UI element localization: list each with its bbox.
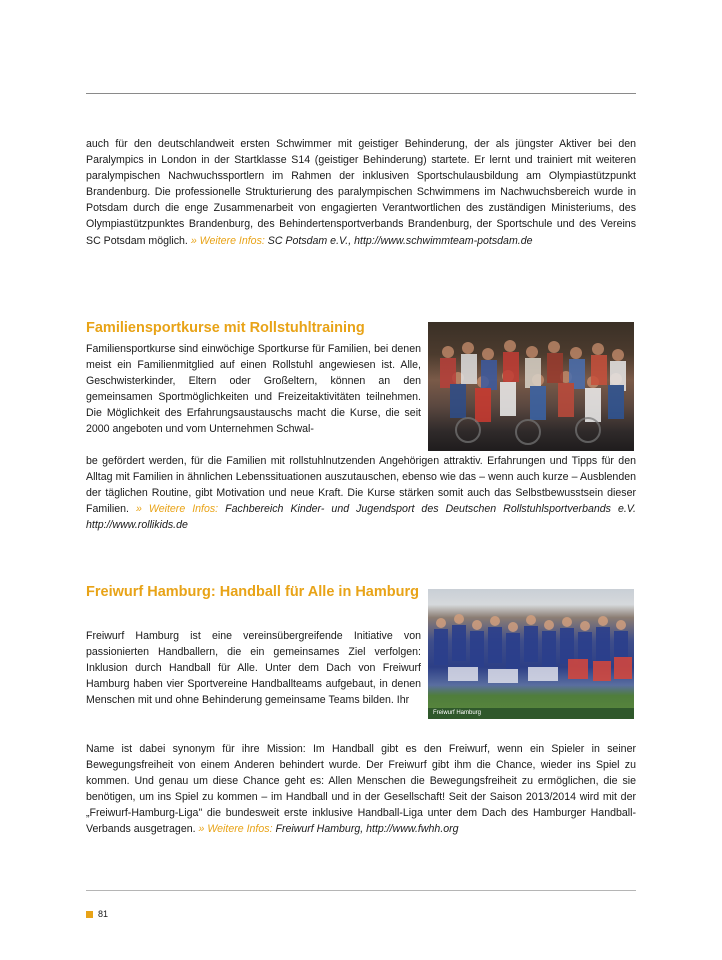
section-heading-familiensport: Familiensportkurse mit Rollstuhltraining bbox=[86, 320, 365, 336]
photo-caption: Freiwurf Hamburg bbox=[433, 710, 482, 716]
freiwurf-source: Freiwurf Hamburg, http://www.fwhh.org bbox=[275, 823, 459, 836]
familiensport-text-a: Familiensportkurse sind einwöchige Sportkurse für Familien, bei denen meist ein Familienmitglied auf einen Rollstuhl angewiesen ist. Alle, Geschwisterkinder, Eltern oder Großeltern, können an den gemeinsamen Sportmöglichkeiten und Freizeitaktivitäten teilnehmen. Die Möglichkeit des Erfahrungsaustauschs macht die Kurse, die seit 2000 angeboten und vom Unternehmen Schwal- bbox=[86, 343, 421, 436]
intro-text: auch für den deutschlandweit ersten Schwimmer mit geistiger Behinderung, der als jüngster Aktiver bei den Paralympics in London in der Startklasse S14 (geistiger Behinderung) startete. Er lernt und trainiert mit weiteren paralympischen Nachwuchssportlern im Rahmen der inklusiven Sportschulausbildung am Olympiastützpunkt Brandenburg. Die professionelle Strukturierung des paralympischen Schwimmens im Nachwuchsbereich wurde in Potsdam durch die enge Zusammenarbeit von engagierten Verantwortlichen des zuständigen Ministeriums, des Olympiastützpunktes Brandenburg, des Behindertensportverbands Brandenburg, der Sportschule und des Vereins SC Potsdam möglich. bbox=[86, 138, 636, 247]
familiensport-text-b-body: be gefördert werden, für die Familien mit rollstuhlnutzenden Angehörigen attraktiv. Erfahrungen und Tipps für den Alltag mit Familien in ähnlichen Lebenssituationen auszutauschen, ebenso wie das – wenn auch kurze – Ausblenden der täglichen Routine, gibt Motivation und neue Kraft. Die Kurse stärken somit auch das Selbstbewusstsein dieser Familien. bbox=[86, 455, 636, 516]
group-silhouettes bbox=[428, 322, 634, 451]
familiensport-url[interactable]: http://www.rollikids.de bbox=[86, 519, 188, 532]
intro-source: SC Potsdam e.V., http://www.schwimmteam-potsdam.de bbox=[267, 234, 533, 247]
freiwurf-text-a: Freiwurf Hamburg ist eine vereinsübergreifende Initiative von passionierten Handballern, die ein gemeinsames Ziel verfolgen: Inklusion durch Handball für Alle. Unter dem Dach von Freiwurf Hamburg haben vier Sportvereine Handballteams aufgebaut, in denen Menschen mit und ohne Behinderung gemeinsame Teams bilden. Ihr bbox=[86, 630, 421, 707]
page-number: 81 bbox=[98, 909, 109, 919]
top-rule bbox=[86, 93, 636, 94]
familiensport-source: Fachbereich Kinder- und Jugendsport des Deutschen Rollstuhlsportverbands e.V. bbox=[225, 503, 636, 516]
orange-square-marker-icon bbox=[86, 911, 93, 918]
section-heading-freiwurf: Freiwurf Hamburg: Handball für Alle in Hamburg bbox=[86, 584, 419, 600]
team-silhouettes bbox=[428, 589, 634, 719]
freiwurf-source-label: » Weitere Infos: bbox=[198, 823, 273, 836]
freiwurf-text-b-body: Name ist dabei synonym für ihre Mission: Im Handball gibt es den Freiwurf, wenn ein Spieler in seiner Bewegungsfreiheit von einem Anderen behindert wurde. Der Freiwurf gibt ihm die Chance, wieder ins Spiel zu kommen. Und genau um diese Chance geht es: Allen Menschen die Bewegungsfreiheit zu ermöglichen, die sie benötigen, um ins Spiel zu kommen – im Handball und in der Gesellschaft! Seit der Saison 2013/2014 wird mit der „Freiwurf-Hamburg-Liga" die bundesweit erste inklusive Handball-Liga unter dem Dach des Hamburger Handball-Verbands ausgetragen. bbox=[86, 743, 636, 836]
familiensport-text-b bbox=[86, 453, 636, 533]
bottom-rule bbox=[86, 890, 636, 891]
handball-team-photo bbox=[428, 589, 634, 719]
freiwurf-text-b bbox=[86, 741, 636, 838]
familiensport-source-label: » Weitere Infos: bbox=[136, 503, 219, 516]
family-group-photo bbox=[428, 322, 634, 451]
page-footer bbox=[86, 909, 108, 919]
intro-source-label: » Weitere Infos: bbox=[190, 234, 265, 247]
intro-paragraph bbox=[86, 136, 636, 249]
